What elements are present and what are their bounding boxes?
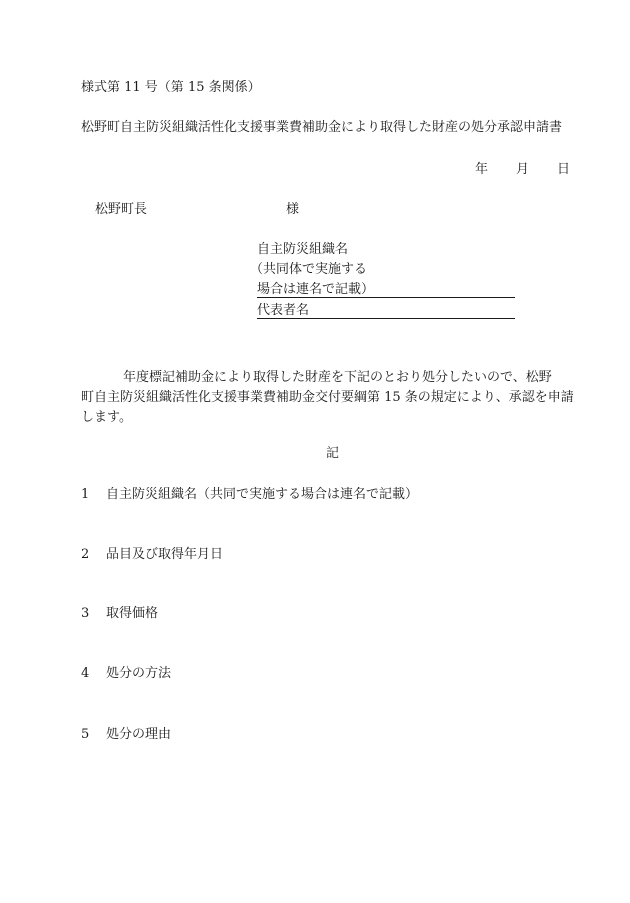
item-number: 5 [81, 727, 90, 742]
item-label-price: 取得価格 [106, 606, 159, 621]
org-note-line-2: 場合は連名で記載） [257, 282, 375, 297]
item-label-reason: 処分の理由 [106, 727, 172, 742]
org-name-label: 自主防災組織名 [257, 242, 349, 257]
date-month-label: 月 [516, 162, 530, 177]
date-year-label: 年 [475, 162, 489, 177]
org-name-underline [257, 297, 515, 298]
addressee-name: 松野町長 [95, 202, 148, 217]
body-line-1: 年度標記補助金により取得した財産を下記のとおり処分したいので、松野 [123, 370, 552, 385]
representative-underline [257, 318, 515, 319]
item-number: 4 [81, 666, 90, 681]
item-label-method: 処分の方法 [106, 666, 172, 681]
item-label-org-name: 自主防災組織名（共同で実施する場合は連名で記載） [106, 487, 419, 502]
date-day-label: 日 [557, 162, 571, 177]
document-title: 松野町自主防災組織活性化支援事業費補助金により取得した財産の処分承認申請書 [81, 120, 563, 135]
ki-heading: 記 [326, 446, 340, 461]
item-number: 1 [81, 487, 90, 502]
request-body [81, 368, 574, 428]
item-number: 2 [81, 547, 90, 562]
form-number: 様式第 11 号（第 15 条関係） [81, 80, 261, 95]
item-label-item-and-date: 品目及び取得年月日 [106, 547, 224, 562]
representative-label: 代表者名 [257, 303, 310, 318]
body-line-2: 町自主防災組織活性化支援事業費補助金交付要綱第 15 条の規定により、承認を申請 [81, 390, 574, 405]
item-number: 3 [81, 606, 90, 621]
addressee-honorific: 様 [286, 202, 300, 217]
body-line-3: します。 [81, 410, 132, 425]
org-note-line-1: （共同体で実施する [250, 262, 368, 277]
